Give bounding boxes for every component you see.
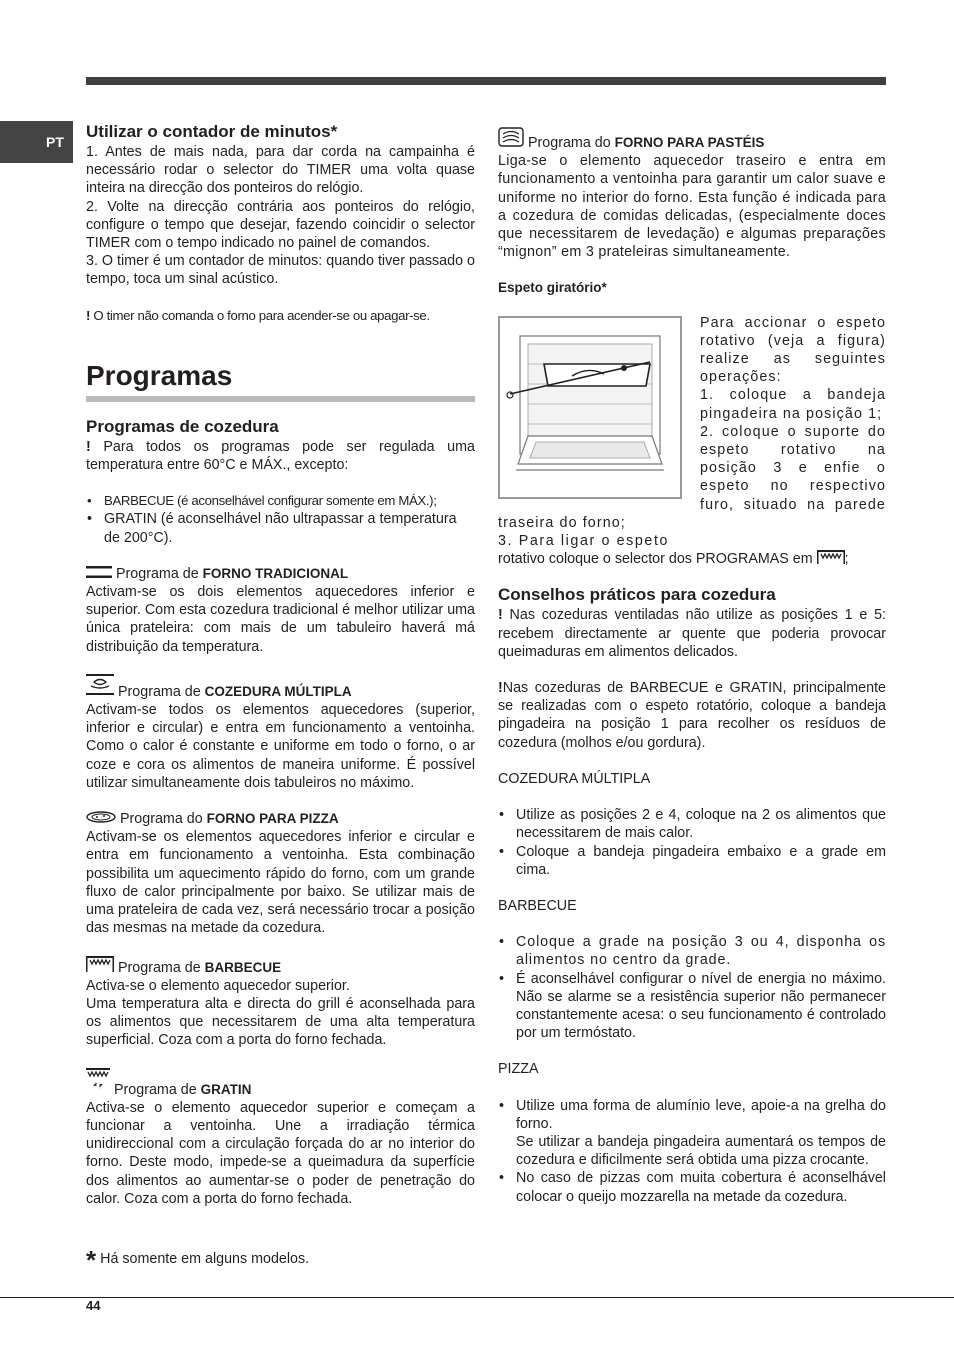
- header-bar: [86, 77, 886, 85]
- program-barbecue-title: Programa de BARBECUE: [86, 956, 475, 977]
- timer-step-2: 2. Volte na direcção contrária aos ponteiros do relógio, configure o tempo que desejar, fazendo coincidir o selector TIMER com o tempo indicado no painel de comandos.: [86, 198, 475, 252]
- oven-rotisserie-figure: [498, 316, 682, 499]
- tips-multipla-title: COZEDURA MÚLTIPLA: [498, 770, 651, 787]
- grill-icon: [817, 550, 845, 564]
- program-multipla-text: Activam-se todos os elementos aquecedores (superior, inferior e circular) e entra em funcionamento a ventoinha. Como o calor é constante e uniforme em todo o forno, o ar coze e cora os alimentos de maneira uniforme. É possível utilizar simultaneamente dois tabuleiros no máximo.: [86, 702, 475, 791]
- language-tab: PT: [0, 121, 73, 163]
- program-barbecue-text: Uma temperatura alta e directa do grill é aconselhada para os alimentos que necessitarem de uma alta temperatura superficial. Coza com a porta do forno fechada.: [86, 995, 475, 1049]
- list-item: • Utilize as posições 2 e 4, coloque na 2 os alimentos que necessitarem de mais calor.: [498, 806, 886, 842]
- programs-subheading: Programas de cozedura: [86, 416, 279, 436]
- program-barbecue-line1: Activa-se o elemento aquecedor superior.: [86, 977, 350, 994]
- left-column: [86, 121, 475, 1208]
- grill-icon: [86, 956, 114, 972]
- tips-note-2: !Nas cozeduras de BARBECUE e GRATIN, principalmente se realizadas com o espeto rotatório, coloque a bandeja pingadeira na posição 1 para recolher os resíduos de cozedura (molhos e/ou gordura).: [498, 680, 886, 751]
- program-multipla-title: Programa de COZEDURA MÚLTIPLA: [86, 674, 475, 701]
- program-gratin-title: Programa de GRATIN: [86, 1068, 475, 1099]
- list-item: • GRATIN (é aconselhável não ultrapassar a temperatura de 200°C).: [86, 510, 475, 546]
- footer-rule: [0, 1297, 954, 1298]
- right-column: [498, 127, 886, 1206]
- footnote: * Há somente em alguns modelos.: [86, 1245, 310, 1275]
- tips-heading: Conselhos práticos para cozedura: [498, 585, 776, 605]
- program-pizza-text: Activam-se os elementos aquecedores inferior e circular e entra em funcionamento a ventoinha. Esta combinação possibilita um aquecimento rápido do forno, com um grande fluxo de calor principalmente por baixo. Se utilizar mais de uma prateleira de cada vez, será necessário trocar a posição das mesmas na metade da cozedura.: [86, 829, 475, 937]
- page-number: 44: [86, 1298, 101, 1313]
- multi-cooking-fan-icon: [86, 674, 114, 696]
- tips-multipla-list: [498, 806, 886, 879]
- programs-intro: ! Para todos os programas pode ser regulada uma temperatura entre 60°C e MÁX., excepto:: [86, 438, 475, 474]
- program-pasteis-title: Programa do FORNO PARA PASTÉIS: [498, 127, 886, 152]
- list-item: • É aconselhável configurar o nível de energia no máximo. Não se alarme se a resistência superior não permanecer constantemente acesa: o seu funcionamento é controlado por um termóstato.: [498, 970, 886, 1043]
- tips-pizza-title: PIZZA: [498, 1061, 539, 1078]
- program-pizza-title: Programa do FORNO PARA PIZZA: [86, 810, 475, 828]
- list-item: • Coloque a grade na posição 3 ou 4, disponha os alimentos no centro da grade.: [498, 933, 886, 969]
- timer-note: ! O timer não comanda o forno para acender-se ou apagar-se.: [86, 307, 430, 323]
- pastry-icon: [498, 127, 524, 147]
- rotisserie-step-3: 3. Para ligar o espeto: [498, 533, 670, 550]
- page-title: Programas: [86, 359, 475, 402]
- timer-step-1: 1. Antes de mais nada, para dar corda na campainha é necessário rodar o selector do TIMER uma volta quase inteira na direcção dos ponteiros do relógio.: [86, 144, 475, 197]
- rotisserie-step-3-cont: rotativo coloque o selector dos PROGRAMAS em ;: [498, 551, 849, 568]
- program-tradicional-text: Activam-se os dois elementos aquecedores inferior e superior. Com esta cozedura tradicional é melhor utilizar uma única prateleira: com mais de um tabuleiro haverá má distribuição da temperatura.: [86, 584, 475, 655]
- rotisserie-heading: Espeto giratório*: [498, 280, 607, 296]
- rotisserie-intro: Para accionar o espeto rotativo (veja a figura) realize as seguintes operações:: [700, 314, 886, 386]
- list-item: • BARBECUE (é aconselhável configurar somente em MÁX.);: [86, 492, 475, 510]
- tips-note-1: ! Nas cozeduras ventiladas não utilize as posições 1 e 5: recebem directamente ar quente que poderia provocar queimaduras em alimentos delicados.: [498, 607, 886, 660]
- timer-heading: Utilizar o contador de minutos*: [86, 122, 338, 141]
- pizza-icon: [86, 811, 116, 823]
- top-bottom-heat-icon: [86, 566, 112, 578]
- timer-step-3: 3. O timer é um contador de minutos: quando tiver passado o tempo, toca um sinal acústico.: [86, 253, 475, 288]
- program-tradicional-title: Programa de FORNO TRADICIONAL: [86, 565, 475, 583]
- rotisserie-step-1: 1. coloque a bandeja pingadeira na posição 1;: [700, 387, 886, 422]
- list-item: • No caso de pizzas com muita cobertura é aconselhável colocar o queijo mozzarella na metade da cozedura.: [498, 1169, 886, 1205]
- tips-barbecue-title: BARBECUE: [498, 897, 577, 914]
- tips-barbecue-list: [498, 933, 886, 1042]
- exceptions-list: [86, 492, 475, 547]
- rotisserie-step-2: 2. coloque o suporte do espeto rotativo na posição 3 e enfie o espeto no respectivo furo, situado na parede traseira do forno;: [498, 423, 886, 531]
- gratin-fan-grill-icon: [86, 1068, 110, 1094]
- list-item: • Coloque a bandeja pingadeira embaixo e a grade em cima.: [498, 843, 886, 879]
- list-item: • Utilize uma forma de alumínio leve, apoie-a na grelha do forno. Se utilizar a bandeja pingadeira aumentará os tempos de cozedura e dificilmente será obtida uma pizza crocante.: [498, 1097, 886, 1170]
- program-pasteis-text: Liga-se o elemento aquecedor traseiro e entra em funcionamento a ventoinha para garantir um calor suave e uniforme no interior do forno. Esta função é indicada para a cozedura de comidas delicadas, (especialmente doces que necessitarem de levedação) e algumas preparações “mignon” em 3 prateleiras simultaneamente.: [498, 153, 886, 261]
- program-gratin-text: Activa-se o elemento aquecedor superior e começam a funcionar a ventoinha. Une a irradiação térmica unidireccional com a circulação forçada do ar no interior do forno. Deste modo, impede-se a queimadura da superfície dos alimentos ao aumentar-se o poder de penetração do calor. Coza com a porta do forno fechada.: [86, 1099, 475, 1207]
- rotisserie-section: [498, 314, 886, 569]
- tips-pizza-list: [498, 1097, 886, 1206]
